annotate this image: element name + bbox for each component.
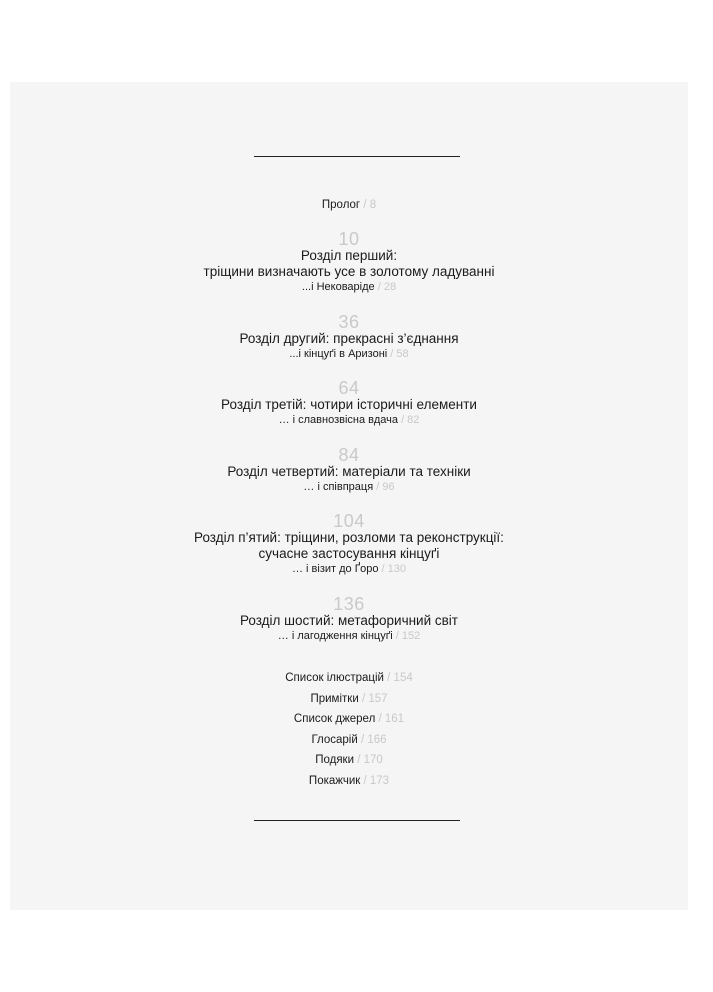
entry-label: Примітки bbox=[310, 692, 359, 705]
toc-chapter-3 bbox=[10, 379, 688, 427]
chapter-subsection bbox=[10, 480, 688, 494]
entry-page: / 166 bbox=[357, 733, 387, 746]
entry-page: / 157 bbox=[358, 692, 388, 705]
chapter-title-line: Розділ другий: прекрасні з’єднання bbox=[239, 331, 459, 346]
book-page bbox=[10, 82, 688, 910]
subsection-page: / 130 bbox=[378, 563, 406, 575]
toc-entry-glossary bbox=[10, 730, 688, 751]
subsection-page: / 152 bbox=[392, 630, 421, 642]
subsection-page: / 28 bbox=[374, 281, 397, 293]
chapter-start-page: 36 bbox=[338, 312, 360, 332]
entry-label: Список ілюстрацій bbox=[285, 672, 384, 684]
chapter-start-page: 136 bbox=[333, 594, 365, 614]
toc-back-matter bbox=[10, 668, 688, 791]
entry-page: / 154 bbox=[383, 672, 413, 684]
chapter-title-line: Розділ перший: bbox=[300, 248, 398, 263]
chapter-start-page: 84 bbox=[338, 445, 360, 465]
toc-entry-sources bbox=[10, 709, 688, 730]
toc-chapter-6 bbox=[10, 595, 688, 643]
top-divider bbox=[254, 156, 460, 157]
chapter-subsection bbox=[10, 347, 688, 361]
chapter-subsection bbox=[10, 562, 688, 576]
toc-entry-notes bbox=[10, 689, 688, 710]
subsection-label: … і співпраця bbox=[303, 481, 374, 493]
entry-label: Глосарій bbox=[311, 733, 358, 746]
entry-page: / 170 bbox=[354, 754, 383, 766]
toc-entry-acknowledgements bbox=[10, 750, 688, 771]
chapter-subsection bbox=[10, 280, 688, 294]
subsection-label: … і лагодження кінцуґі bbox=[277, 630, 393, 642]
subsection-label: ...і кінцуґі в Аризоні bbox=[289, 348, 388, 360]
subsection-label: … і славнозвісна вдача bbox=[278, 414, 399, 426]
prolog-label: Пролог bbox=[321, 199, 361, 211]
toc-chapter-2 bbox=[10, 313, 688, 361]
subsection-page: / 96 bbox=[373, 481, 395, 493]
chapter-title-line: Розділ четвертий: матеріали та техніки bbox=[227, 464, 471, 479]
chapter-title-line: Розділ п’ятий: тріщини, розломи та реконструкції: bbox=[194, 530, 504, 545]
entry-page: / 161 bbox=[375, 713, 405, 725]
chapter-title-line: Розділ шостий: метафоричний світ bbox=[240, 613, 458, 628]
toc-entry-illustrations bbox=[10, 668, 688, 689]
chapter-title-line: Розділ третій: чотири історичні елементи bbox=[221, 397, 477, 412]
toc-chapter-4 bbox=[10, 446, 688, 494]
toc-chapter-5 bbox=[10, 512, 688, 576]
toc-entry-index bbox=[10, 771, 688, 792]
chapter-subsection bbox=[10, 629, 688, 643]
chapter-start-page: 104 bbox=[333, 511, 365, 531]
chapter-subsection bbox=[10, 413, 688, 427]
subsection-label: ...і Нековаріде bbox=[301, 281, 375, 293]
toc-chapter-1 bbox=[10, 230, 688, 294]
subsection-page: / 58 bbox=[387, 348, 409, 360]
chapter-title-line: сучасне застосування кінцуґі bbox=[258, 546, 440, 561]
entry-label: Подяки bbox=[315, 754, 355, 766]
subsection-page: / 82 bbox=[398, 414, 420, 426]
chapter-title-line: тріщини визначають усе в золотому ладуванні bbox=[203, 264, 495, 279]
subsection-label: … і візит до Ґоро bbox=[292, 563, 379, 575]
entry-page: / 173 bbox=[360, 774, 390, 787]
entry-label: Покажчик bbox=[308, 774, 361, 787]
toc-entry-prolog bbox=[10, 198, 688, 212]
bottom-divider bbox=[254, 820, 460, 821]
chapter-start-page: 64 bbox=[338, 378, 360, 398]
entry-label: Список джерел bbox=[293, 713, 376, 725]
prolog-page: / 8 bbox=[360, 199, 377, 211]
chapter-start-page: 10 bbox=[338, 229, 360, 249]
